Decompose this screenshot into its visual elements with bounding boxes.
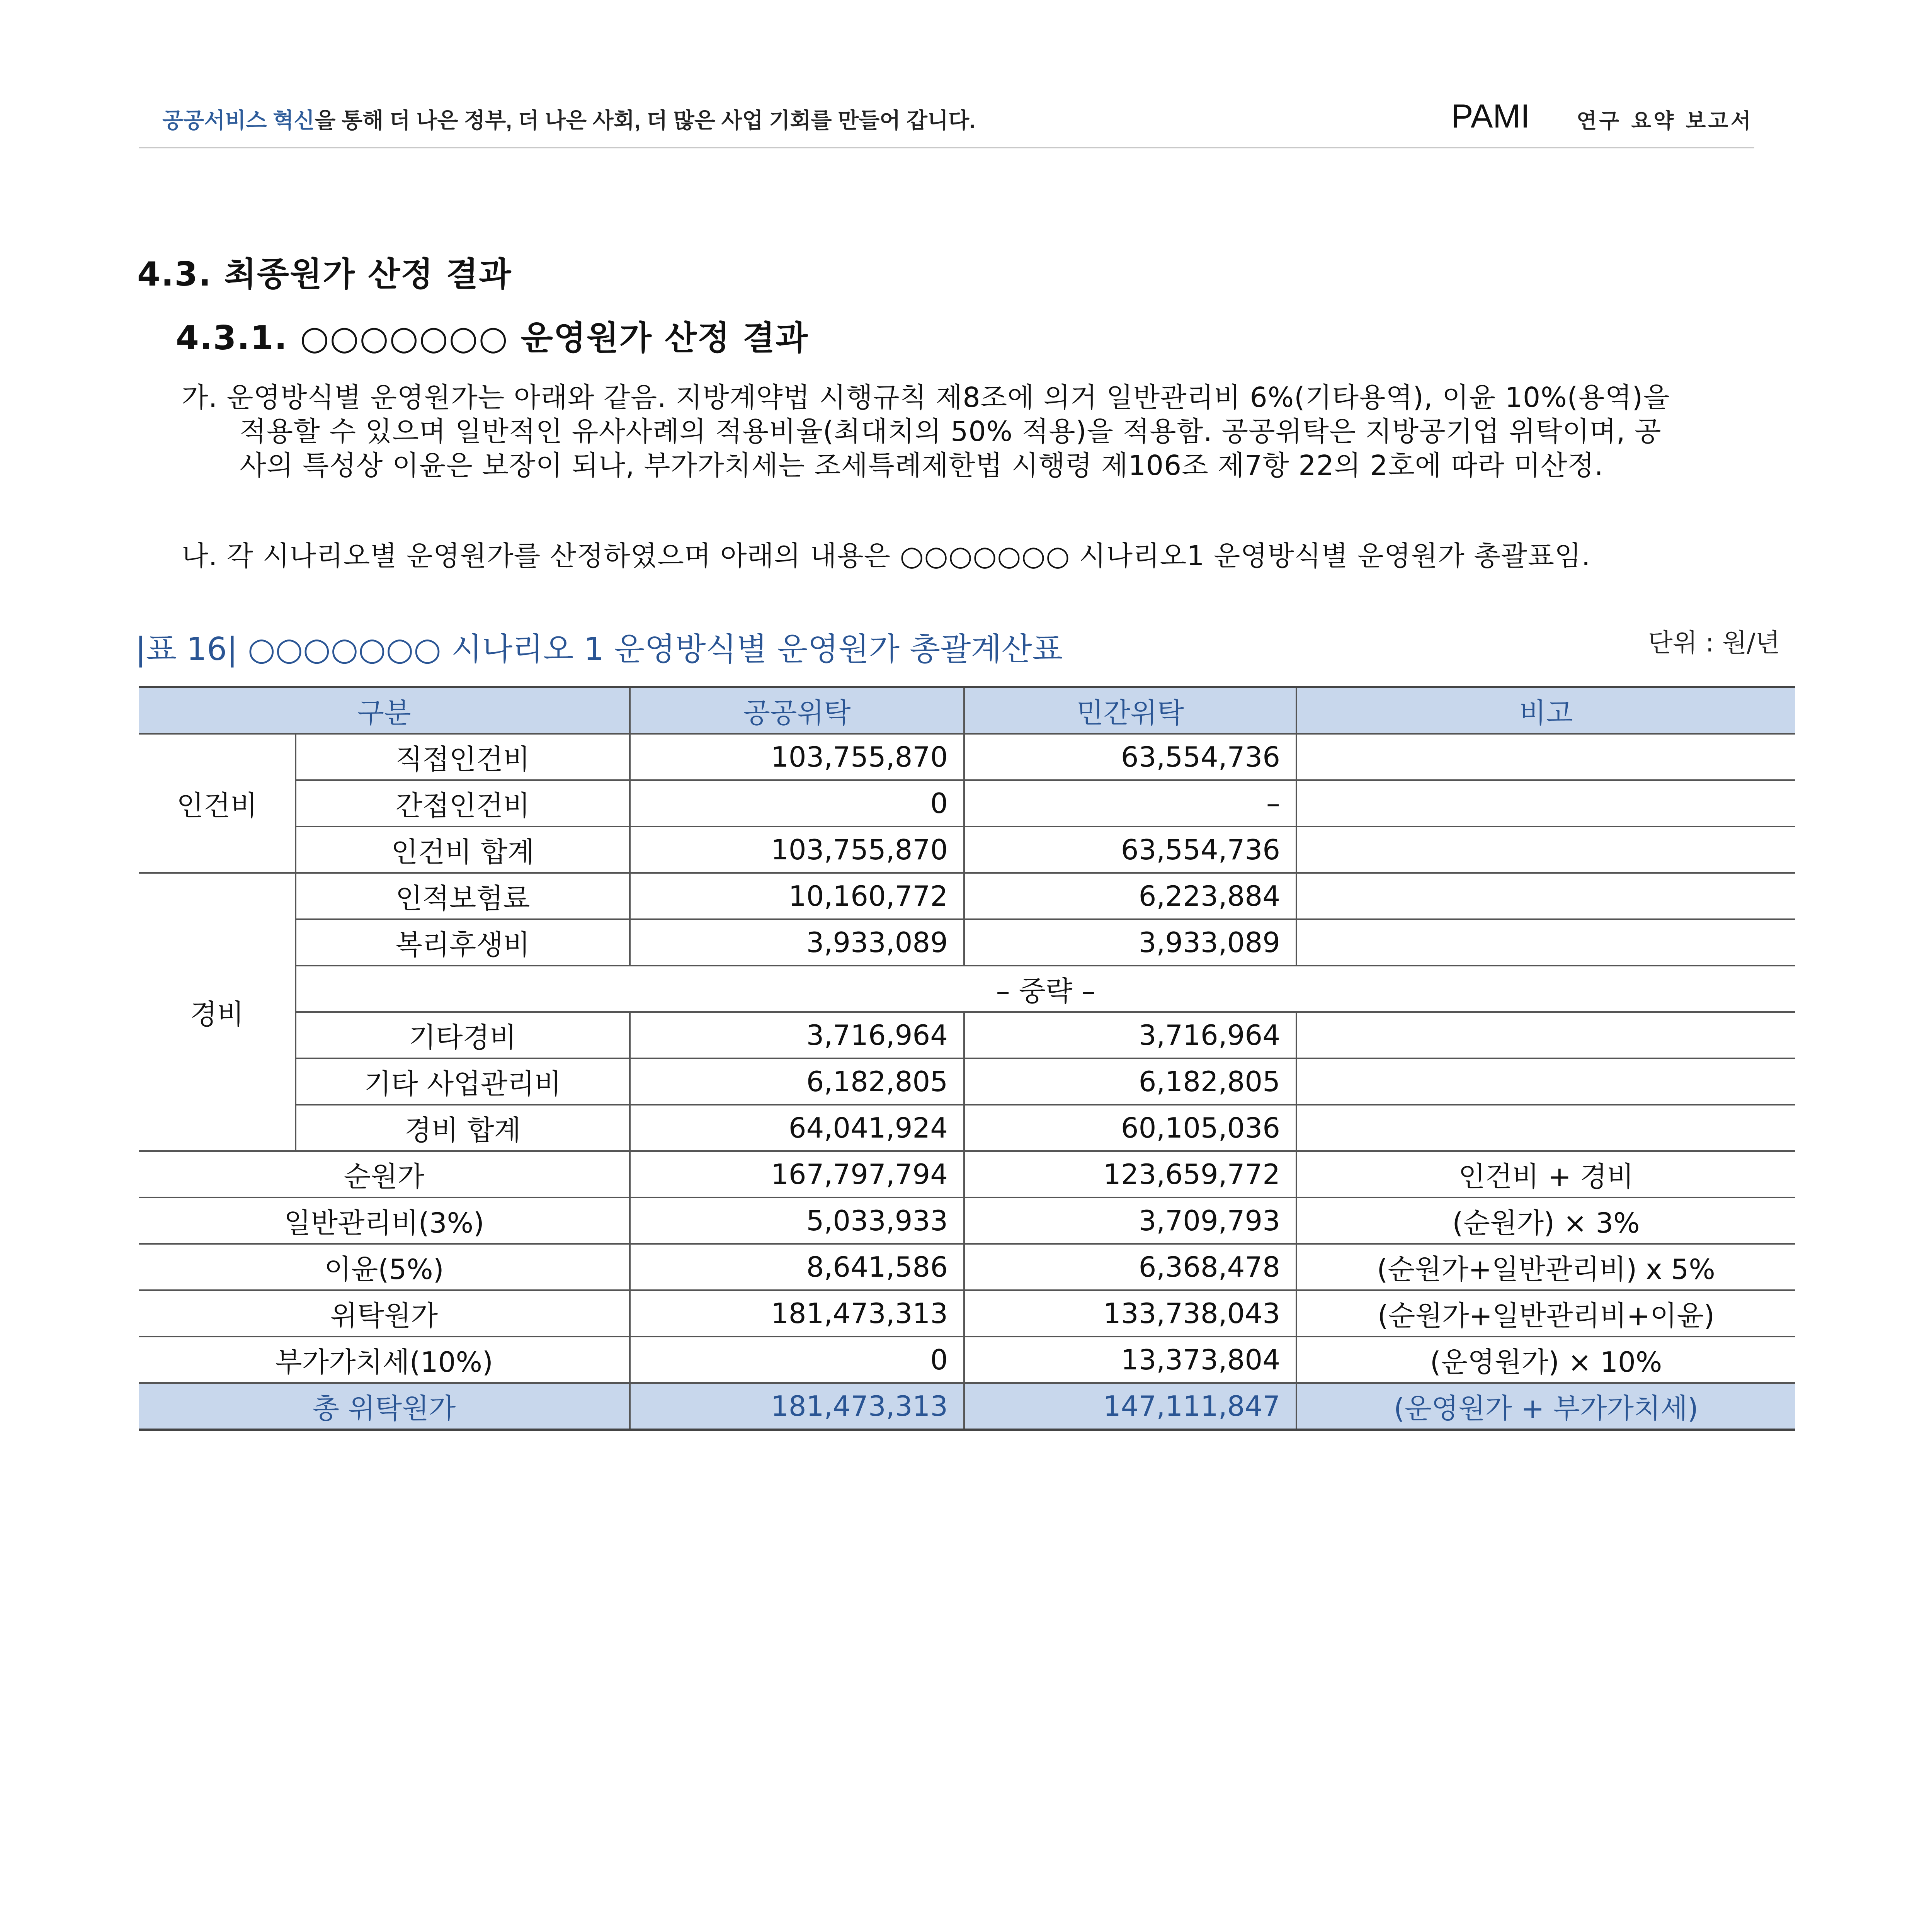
cell-public: 0 — [630, 780, 964, 827]
table-row — [139, 873, 1795, 919]
table-row — [139, 1012, 1795, 1058]
page-header — [139, 93, 1754, 148]
row-label: 경비 합계 — [296, 1105, 630, 1151]
cell-note: (운영원가 + 부가가치세) — [1296, 1383, 1795, 1430]
cell-public: 0 — [630, 1337, 964, 1383]
cell-note — [1296, 1105, 1795, 1151]
cell-public: 10,160,772 — [630, 873, 964, 919]
cell-note — [1296, 1058, 1795, 1105]
cell-public: 103,755,870 — [630, 827, 964, 873]
cell-public: 181,473,313 — [630, 1290, 964, 1337]
section-heading: 4.3. 최종원가 산정 결과 — [137, 255, 512, 294]
cell-note — [1296, 919, 1795, 966]
table-row — [139, 1151, 1795, 1197]
paragraph-na — [182, 539, 1590, 573]
paragraph-line: 사의 특성상 이윤은 보장이 되나, 부가가치세는 조세특례제한법 시행령 제106조 제7항 22의 2호에 따라 미산정. — [240, 449, 1604, 481]
slogan-text: 을 통해 더 나은 정부, 더 나은 사회, 더 많은 사업 기회를 만들어 갑니다. — [315, 108, 975, 133]
row-label: 위탁원가 — [139, 1290, 630, 1337]
cost-summary-table — [139, 686, 1795, 1431]
paragraph-line: 나. 각 시나리오별 운영원가를 산정하였으며 아래의 내용은 ○○○○○○○ 시나리오1 운영방식별 운영원가 총괄표임. — [182, 540, 1591, 572]
cell-public: 181,473,313 — [630, 1383, 964, 1430]
row-label: 직접인건비 — [296, 734, 630, 780]
cell-public: 3,933,089 — [630, 919, 964, 966]
table-row — [139, 1337, 1795, 1383]
table-row — [139, 1290, 1795, 1337]
table-row-omitted — [139, 966, 1795, 1012]
row-label: 총 위탁원가 — [139, 1383, 630, 1430]
omitted-marker: – 중략 – — [296, 966, 1795, 1012]
row-label: 기타경비 — [296, 1012, 630, 1058]
cell-private: 133,738,043 — [964, 1290, 1296, 1337]
cell-public: 64,041,924 — [630, 1105, 964, 1151]
header-note: 비고 — [1296, 687, 1795, 734]
row-label: 기타 사업관리비 — [296, 1058, 630, 1105]
cell-private: – — [964, 780, 1296, 827]
table-row — [139, 1058, 1795, 1105]
header-private: 민간위탁 — [964, 687, 1296, 734]
cell-private: 6,223,884 — [964, 873, 1296, 919]
table-row — [139, 827, 1795, 873]
table-row — [139, 734, 1795, 780]
cell-note: 인건비 + 경비 — [1296, 1151, 1795, 1197]
row-label: 복리후생비 — [296, 919, 630, 966]
table-row — [139, 1244, 1795, 1290]
cell-public: 6,182,805 — [630, 1058, 964, 1105]
cell-note — [1296, 780, 1795, 827]
cell-private: 3,933,089 — [964, 919, 1296, 966]
table-row — [139, 1197, 1795, 1244]
cell-public: 103,755,870 — [630, 734, 964, 780]
group-expense: 경비 — [139, 873, 296, 1151]
cell-private: 123,659,772 — [964, 1151, 1296, 1197]
cell-private: 6,368,478 — [964, 1244, 1296, 1290]
slogan-highlight: 공공서비스 혁신 — [162, 108, 315, 133]
brand-label: PAMI — [1451, 98, 1530, 135]
cell-note — [1296, 734, 1795, 780]
cell-public: 3,716,964 — [630, 1012, 964, 1058]
cell-private: 60,105,036 — [964, 1105, 1296, 1151]
cell-private: 13,373,804 — [964, 1337, 1296, 1383]
cell-public: 5,033,933 — [630, 1197, 964, 1244]
row-label: 일반관리비(3%) — [139, 1197, 630, 1244]
table-caption: |표 16| ○○○○○○○ 시나리오 1 운영방식별 운영원가 총괄계산표 — [135, 631, 1063, 668]
table-unit: 단위 : 원/년 — [1648, 628, 1780, 658]
cell-private: 147,111,847 — [964, 1383, 1296, 1430]
table-row — [139, 780, 1795, 827]
group-personnel: 인건비 — [139, 734, 296, 873]
report-label: 연구 요약 보고서 — [1577, 109, 1753, 133]
cell-note — [1296, 1012, 1795, 1058]
table-header-row — [139, 687, 1795, 734]
row-label: 인적보험료 — [296, 873, 630, 919]
cell-private: 6,182,805 — [964, 1058, 1296, 1105]
cell-note — [1296, 827, 1795, 873]
cell-note — [1296, 873, 1795, 919]
table-row — [139, 919, 1795, 966]
cell-public: 8,641,586 — [630, 1244, 964, 1290]
header-slogan — [162, 104, 975, 134]
cell-note: (운영원가) × 10% — [1296, 1337, 1795, 1383]
paragraph-line: 가. 운영방식별 운영원가는 아래와 같음. 지방계약법 시행규칙 제8조에 의거 일반관리비 6%(기타용역), 이윤 10%(용역)을 — [182, 381, 1670, 413]
header-category: 구분 — [139, 687, 630, 734]
table-row — [139, 1105, 1795, 1151]
row-label: 순원가 — [139, 1151, 630, 1197]
cell-public: 167,797,794 — [630, 1151, 964, 1197]
cell-note: (순원가+일반관리비) x 5% — [1296, 1244, 1795, 1290]
paragraph-line: 적용할 수 있으며 일반적인 유사사례의 적용비율(최대치의 50% 적용)을 적용함. 공공위탁은 지방공기업 위탁이며, 공 — [240, 415, 1662, 447]
cell-private: 63,554,736 — [964, 734, 1296, 780]
cell-note: (순원가+일반관리비+이윤) — [1296, 1290, 1795, 1337]
header-public: 공공위탁 — [630, 687, 964, 734]
row-label: 간접인건비 — [296, 780, 630, 827]
cell-private: 3,716,964 — [964, 1012, 1296, 1058]
table-row-total — [139, 1383, 1795, 1430]
paragraph-ga — [182, 381, 1670, 483]
cell-note: (순원가) × 3% — [1296, 1197, 1795, 1244]
row-label: 부가가치세(10%) — [139, 1337, 630, 1383]
cell-private: 3,709,793 — [964, 1197, 1296, 1244]
row-label: 인건비 합계 — [296, 827, 630, 873]
row-label: 이윤(5%) — [139, 1244, 630, 1290]
subsection-heading: 4.3.1. ○○○○○○○ 운영원가 산정 결과 — [176, 319, 809, 357]
cell-private: 63,554,736 — [964, 827, 1296, 873]
